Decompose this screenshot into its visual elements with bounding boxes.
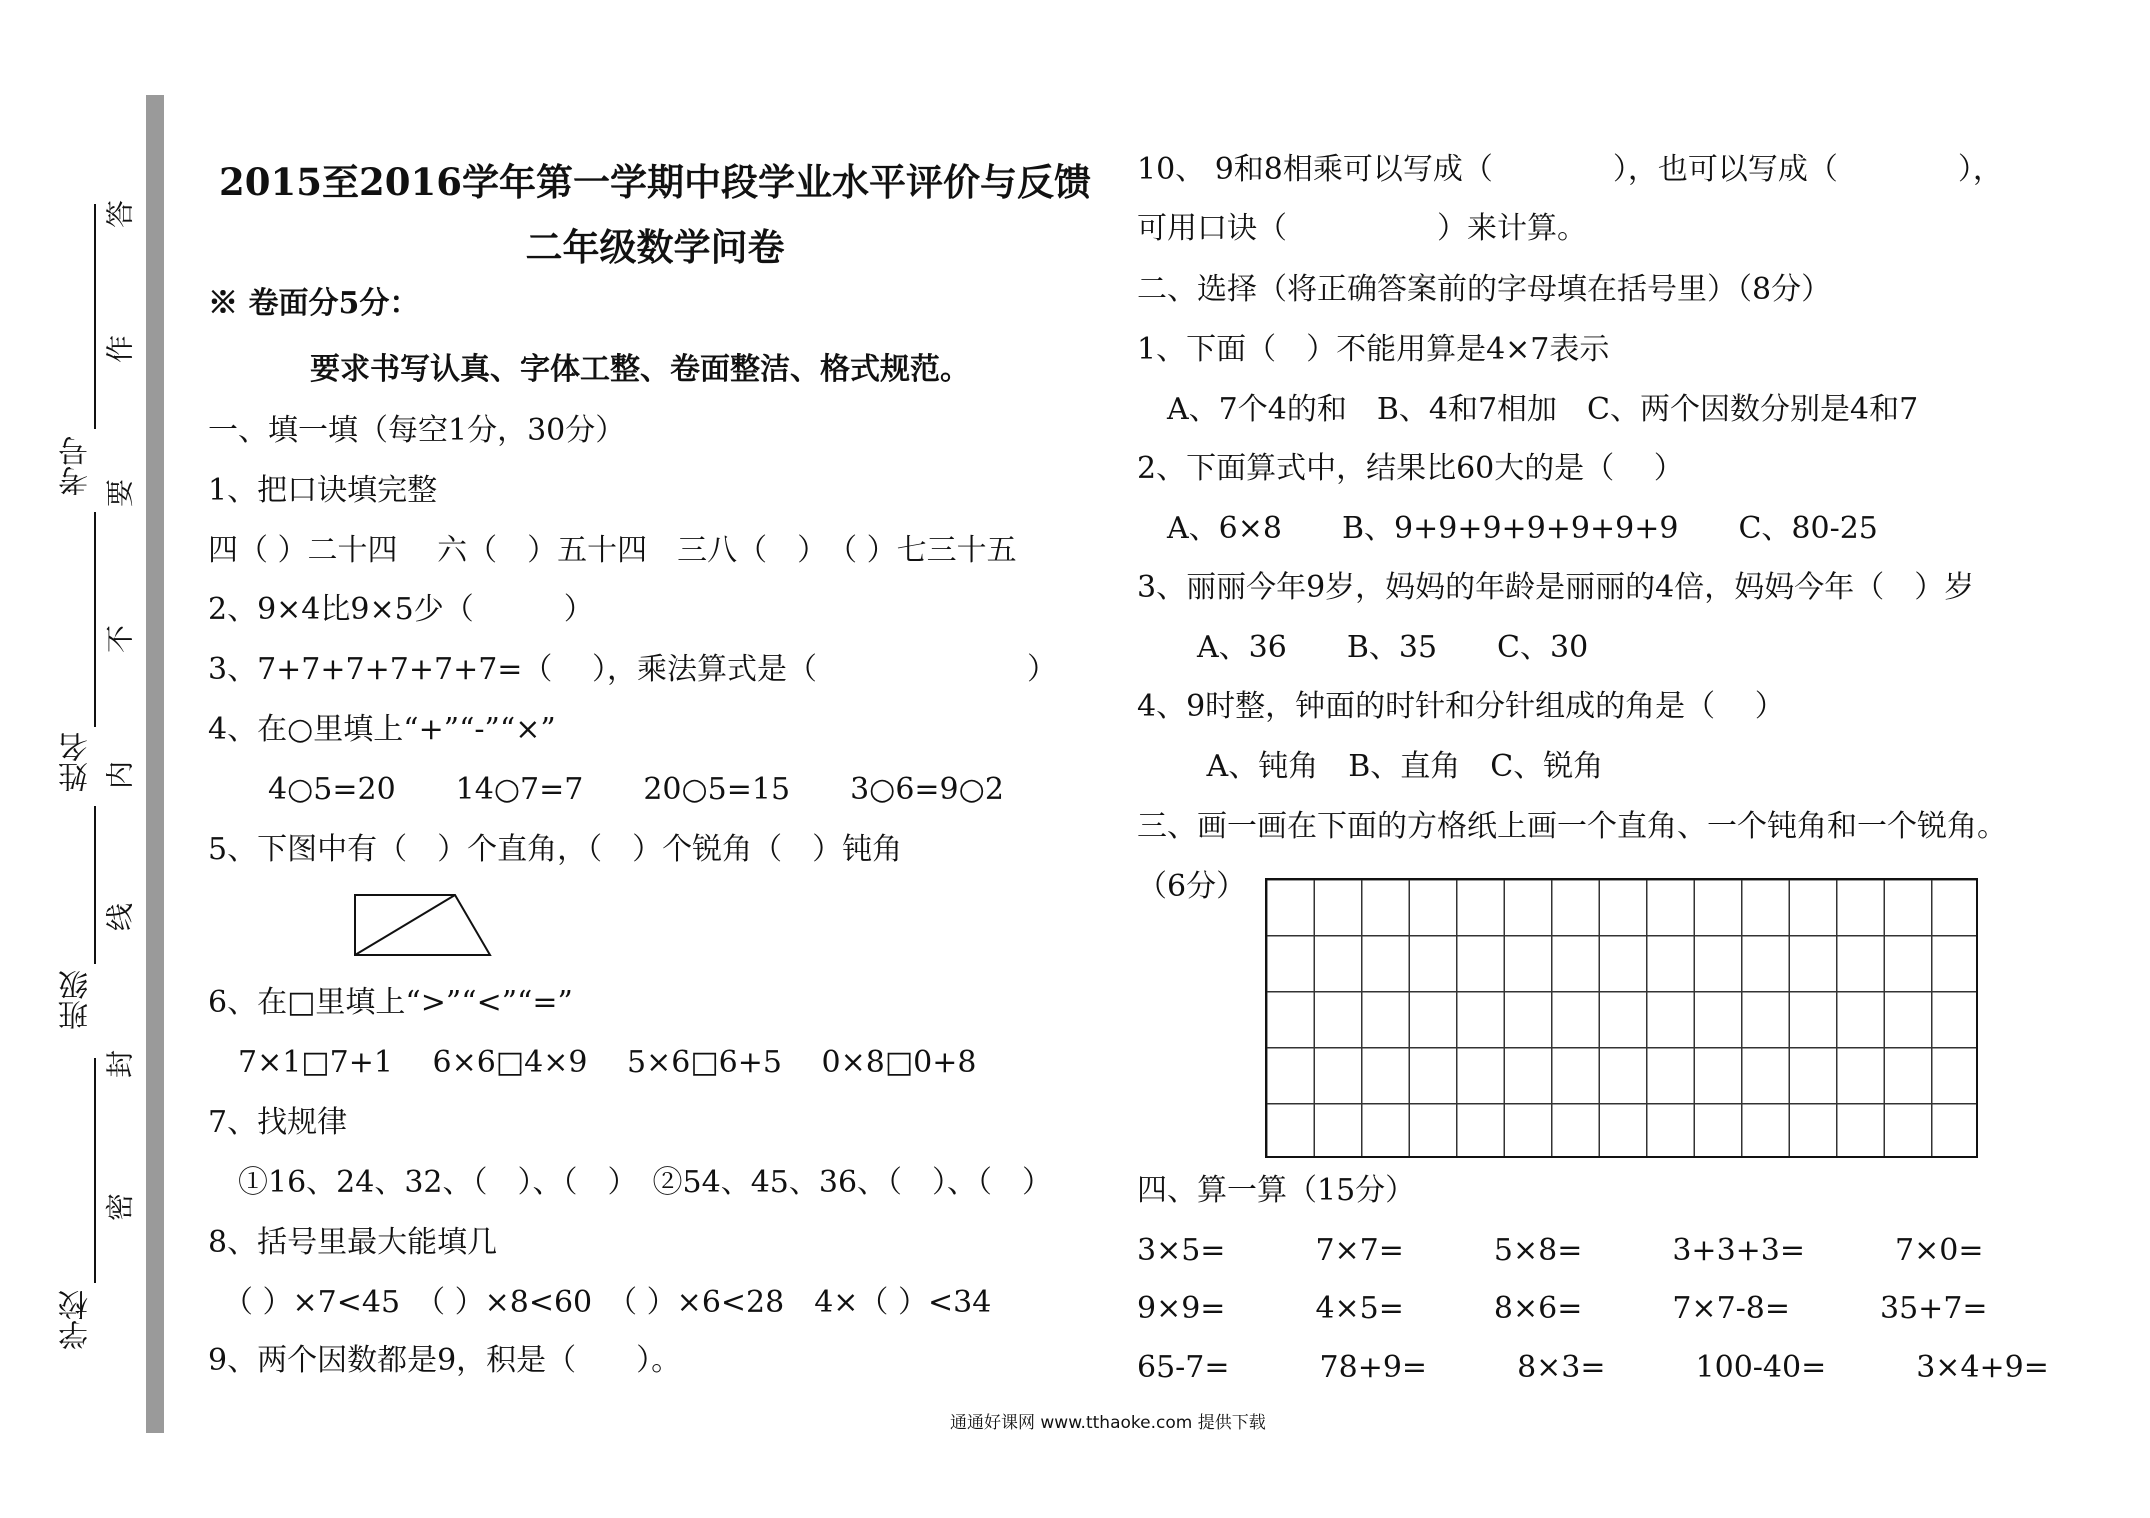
name-label: 姓名 (59, 732, 94, 792)
school-label: 学校 (59, 1290, 94, 1350)
class-label: 班级 (59, 970, 94, 1030)
seal-char: 内 (105, 760, 133, 793)
seal-char: 答 (105, 199, 133, 232)
right-line[interactable]: 3×5= 7×7= 5×8= 3+3+3= 7×0= (1137, 1233, 1984, 1268)
left-line: 7、找规律 (208, 1105, 348, 1140)
seal-char: 要 (105, 478, 133, 511)
right-line: A、钝角 B、直角 C、锐角 (1137, 749, 1604, 784)
school-line[interactable] (94, 1058, 96, 1283)
trapezoid-figure (350, 890, 495, 960)
drawing-grid[interactable] (1265, 878, 1978, 1158)
left-line[interactable]: （ ）×7<45 （ ）×8<60 （ ）×6<28 4×（ ）<34 (208, 1285, 992, 1320)
left-line: 4、在○里填上“+”“-”“×” (208, 712, 556, 747)
class-line[interactable] (94, 806, 96, 964)
right-line[interactable]: 65-7= 78+9= 8×3= 100-40= 3×4+9= (1137, 1350, 2049, 1385)
left-line[interactable]: 4○5=20 14○7=7 20○5=15 3○6=9○2 (208, 772, 1004, 807)
left-line[interactable]: ①16、24、32、（ ）、（ ） ②54、45、36、（ ）、（ ） (208, 1165, 1053, 1200)
seal-char: 封 (105, 1049, 133, 1082)
right-line: （6分） (1137, 869, 1247, 904)
right-line[interactable]: 10、 9和8相乘可以写成（ ），也可以写成（ ）， (1137, 152, 2003, 187)
left-line[interactable]: 四（ ）二十四 六（ ）五十四 三八（ ） （ ）七三十五 (208, 533, 1017, 568)
right-line: A、6×8 B、9+9+9+9+9+9+9 C、80-25 (1137, 511, 1878, 546)
seal-char: 不 (105, 624, 133, 657)
right-line[interactable]: 2、下面算式中，结果比60大的是（ ） (1137, 451, 1684, 486)
exam-number-line[interactable] (94, 204, 96, 429)
name-line[interactable] (94, 512, 96, 727)
left-line: 8、括号里最大能填几 (208, 1225, 498, 1260)
right-line: 四、算一算（15分） (1137, 1173, 1416, 1208)
left-line: 6、在□里填上“>”“<”“=” (208, 985, 573, 1020)
right-line: 二、选择（将正确答案前的字母填在括号里）（8分） (1137, 272, 1832, 307)
right-line[interactable]: 可用口诀（ ）来计算。 (1137, 211, 1587, 246)
left-line[interactable]: 5、下图中有（ ）个直角，（ ）个锐角（ ）钝角 (208, 832, 903, 867)
footer-source: 通通好课网 www.tthaoke.com 提供下载 (950, 1413, 1266, 1433)
neatness-requirement: 要求书写认真、字体工整、卷面整洁、格式规范。 (310, 352, 970, 387)
binding-bar (146, 95, 164, 1433)
right-line[interactable]: 3、丽丽今年9岁，妈妈的年龄是丽丽的4倍，妈妈今年（ ）岁 (1137, 570, 1975, 605)
left-line[interactable]: 7×1□7+1 6×6□4×9 5×6□6+5 0×8□0+8 (208, 1045, 977, 1080)
right-line[interactable]: 4、9时整，钟面的时针和分针组成的角是（ ） (1137, 689, 1785, 724)
exam-title: 2015至2016学年第一学期中段学业水平评价与反馈 (219, 160, 1091, 204)
left-line: 一、填一填（每空1分，30分） (208, 413, 626, 448)
seal-char: 线 (105, 902, 133, 935)
seal-char: 密 (105, 1192, 133, 1225)
left-line[interactable]: 3、7+7+7+7+7+7=（ ），乘法算式是（ ） (208, 652, 1057, 687)
right-line: A、36 B、35 C、30 (1137, 630, 1589, 665)
right-line: A、7个4的和 B、4和7相加 C、两个因数分别是4和7 (1137, 392, 1919, 427)
right-line[interactable]: 1、下面（ ）不能用算是4×7表示 (1137, 332, 1610, 367)
left-line[interactable]: 2、9×4比9×5少（ ） (208, 592, 594, 627)
neatness-note: ※ 卷面分5分： (208, 286, 420, 321)
right-line[interactable]: 9×9= 4×5= 8×6= 7×7-8= 35+7= (1137, 1291, 1988, 1326)
exam-number-label: 考号 (59, 436, 94, 496)
seal-char: 作 (105, 334, 133, 367)
exam-subtitle: 二年级数学问卷 (525, 225, 785, 269)
left-line[interactable]: 9、两个因数都是9，积是（ ）。 (208, 1343, 682, 1378)
right-line: 三、画一画在下面的方格纸上画一个直角、一个钝角和一个锐角。 (1137, 809, 2007, 844)
left-line: 1、把口诀填完整 (208, 473, 438, 508)
